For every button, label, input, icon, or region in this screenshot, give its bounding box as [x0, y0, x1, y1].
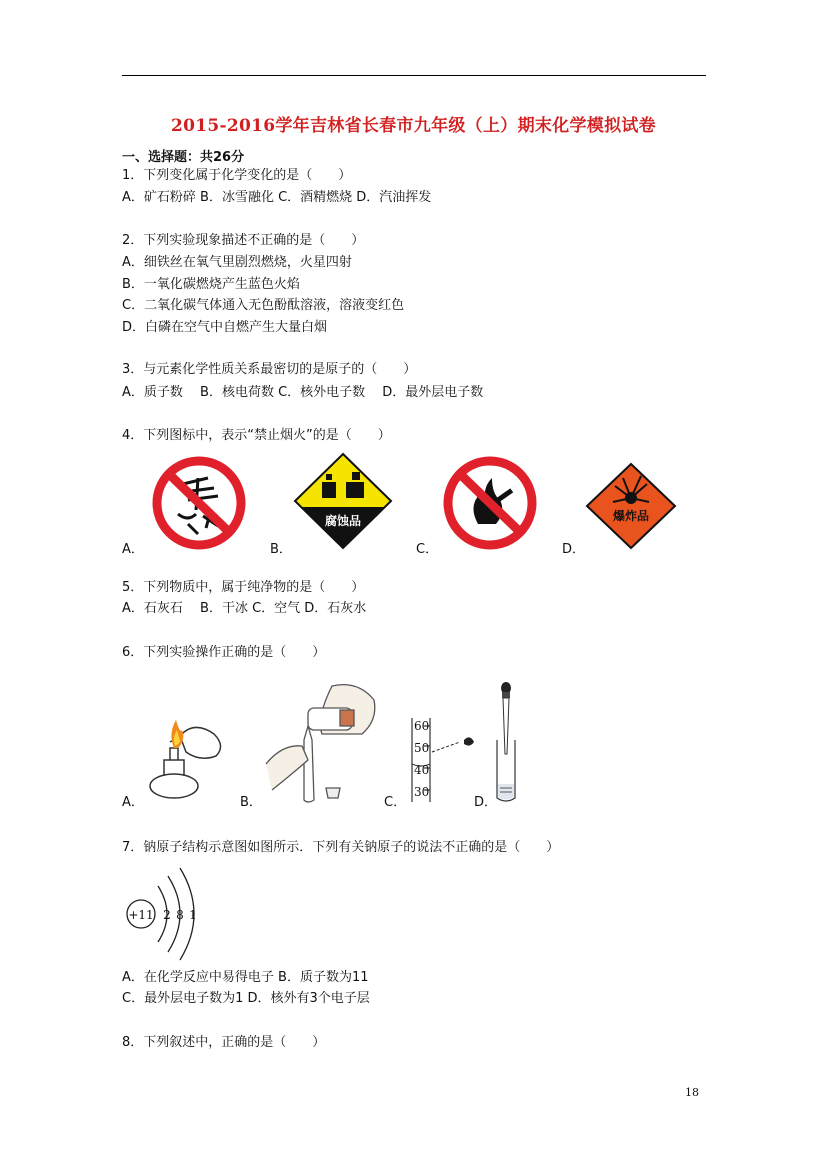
q7-sodium-atom-diagram	[124, 862, 214, 962]
cyl-tick-40: 40	[414, 763, 430, 777]
page-number: 18	[685, 1086, 699, 1099]
q3-stem: 3．与元素化学性质关系最密切的是原子的（ ）	[122, 362, 417, 377]
q2-stem: 2．下列实验现象描述不正确的是（ ）	[122, 233, 365, 248]
cyl-tick-50: 50	[414, 741, 430, 755]
q6-image-c-graduated-cylinder	[408, 712, 480, 804]
q5-options: A．石灰石 B．干冰 C．空气 D．石灰水	[122, 601, 367, 616]
header-rule	[122, 75, 706, 76]
sign-d-explosive-icon	[585, 462, 677, 550]
q6-label-b: B．	[240, 795, 262, 810]
q4-label-c: C．	[416, 542, 439, 557]
q2-option-d: D．白磷在空气中自燃产生大量白烟	[122, 320, 328, 335]
q3-options: A．质子数 B．核电荷数 C．核外电子数 D．最外层电子数	[122, 385, 484, 400]
q6-label-a: A．	[122, 795, 144, 810]
shell-3-electrons: 1	[189, 908, 197, 922]
q2-option-c: C．二氧化碳气体通入无色酚酞溶液，溶液变红色	[122, 298, 405, 313]
shell-1-electrons: 2	[163, 908, 171, 922]
sign-a-prohibition-icon	[148, 456, 250, 550]
sign-b-text: 腐蚀品	[324, 514, 362, 528]
q7-options-cd: C．最外层电子数为1 D．核外有3个电子层	[122, 991, 370, 1006]
sign-d-text: 爆炸品	[612, 509, 650, 523]
q4-label-a: A．	[122, 542, 144, 557]
q4-label-d: D．	[562, 542, 586, 557]
shell-2-electrons: 8	[176, 908, 184, 922]
q1-stem: 1．下列变化属于化学变化的是（ ）	[122, 168, 352, 183]
sign-c-no-fire-icon	[440, 456, 540, 550]
cyl-tick-30: 30	[414, 785, 430, 799]
q4-stem: 4．下列图标中，表示“禁止烟火”的是（ ）	[122, 428, 391, 443]
q7-stem: 7．钠原子结构示意图如图所示．下列有关钠原子的说法不正确的是（ ）	[122, 840, 560, 855]
q2-option-b: B．一氧化碳燃烧产生蓝色火焰	[122, 277, 300, 292]
page-title: 2015-2016学年吉林省长春市九年级（上）期末化学模拟试卷	[171, 116, 656, 136]
sign-b-corrosive-icon	[292, 452, 394, 550]
section-heading: 一、选择题：共26分	[122, 150, 245, 165]
q6-image-b-pouring-liquid	[262, 680, 382, 806]
cyl-tick-60: 60	[414, 719, 430, 733]
q8-stem: 8．下列叙述中，正确的是（ ）	[122, 1035, 326, 1050]
q2-option-a: A．细铁丝在氧气里剧烈燃烧，火星四射	[122, 255, 352, 270]
q7-options-ab: A．在化学反应中易得电子 B．质子数为11	[122, 970, 369, 985]
q6-label-d: D．	[474, 795, 498, 810]
q6-image-d-dropper	[492, 680, 522, 804]
q6-image-a-alcohol-lamp	[140, 710, 240, 804]
nucleus-charge: +11	[128, 908, 154, 922]
q6-label-c: C．	[384, 795, 407, 810]
q4-label-b: B．	[270, 542, 292, 557]
q1-options: A．矿石粉碎 B．冰雪融化 C．酒精燃烧 D．汽油挥发	[122, 190, 432, 205]
q6-stem: 6．下列实验操作正确的是（ ）	[122, 645, 326, 660]
q5-stem: 5．下列物质中，属于纯净物的是（ ）	[122, 580, 365, 595]
